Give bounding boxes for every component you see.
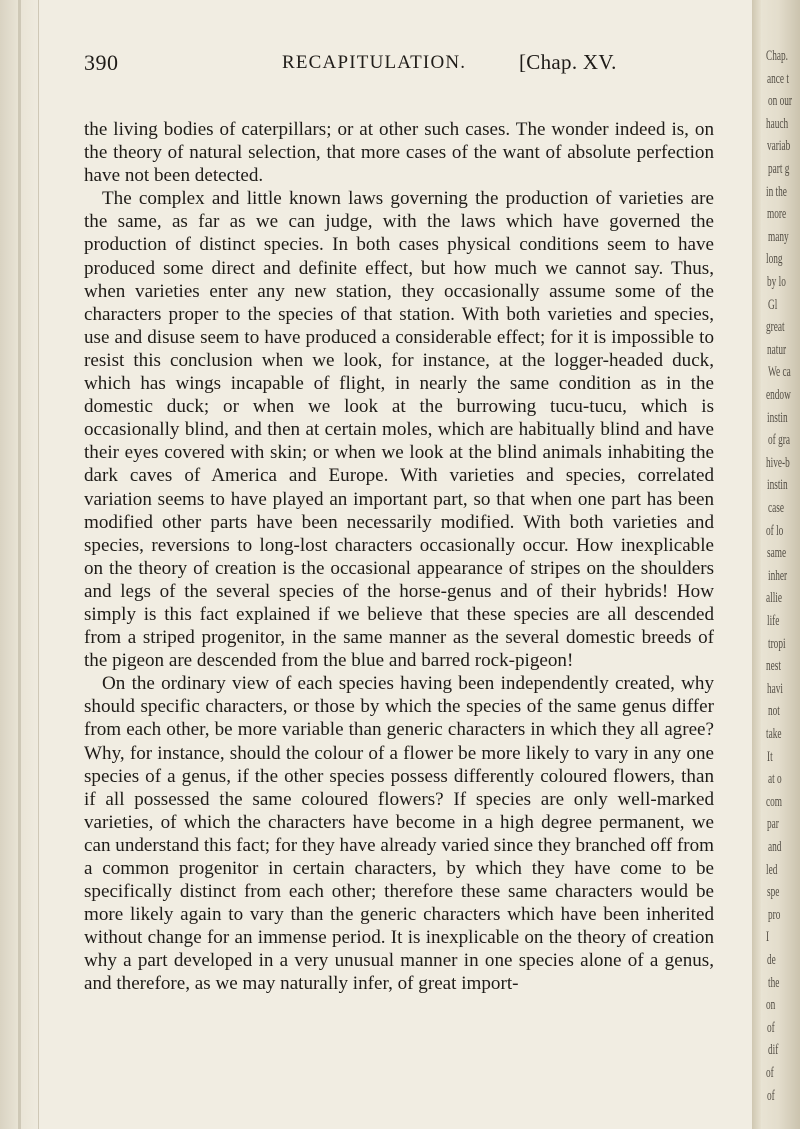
facing-page-fragment: of — [767, 1019, 775, 1036]
paragraph-3: On the ordinary view of each species having been independently created, why should specific characters, or those by which the species of the same genus differ from each other, be more variable than generic characters in which they all agree? Why, for instance, should the colour of a flower be more likely to vary in any one species of a genus, if the other species possess differently coloured flowers, than if all possessed the same coloured flowers? If species are only well-marked varieties, of which the characters have become in a high degree permanent, we can understand this fact; for they have already varied since they branched off from a common progenitor in certain characters, by which they have come to be specifically distinct from each other; therefore these same characters would be more likely again to vary than the generic characters which have been inherited without change for an immense period. It is inexplicable on the theory of creation why a part developed in a very unusual manner in one species alone of a genus, and therefore, as we may naturally infer, of great import- — [84, 673, 715, 995]
facing-page-fragment: ance t — [767, 70, 789, 87]
facing-page-fragment: long — [766, 251, 783, 268]
facing-page-fragment: instin — [767, 477, 788, 494]
facing-page-fragment: the — [768, 974, 780, 991]
facing-page-fragment: led — [766, 861, 778, 878]
facing-page-fragment: of — [766, 1065, 774, 1081]
facing-page-fragment: I — [766, 929, 770, 946]
facing-page-fragment: variab — [767, 138, 791, 155]
facing-page-fragment: We ca — [768, 364, 791, 381]
facing-page-fragment: part g — [768, 161, 790, 177]
facing-page-fragment: hauch — [766, 115, 789, 132]
facing-page-fragment: allie — [766, 590, 783, 607]
facing-page-fragment: de — [767, 952, 776, 968]
book-page — [74, 44, 730, 1104]
facing-page-fragment: of — [767, 1087, 775, 1104]
binding-seam — [18, 0, 21, 1129]
facing-page-fragment: on — [766, 997, 776, 1014]
facing-page-fragment: of lo — [766, 522, 784, 539]
facing-page-fragment: of gra — [768, 432, 790, 449]
facing-page-fragment: take — [766, 726, 782, 742]
facing-page-fragment: par — [767, 816, 779, 833]
left-binding-shadow — [0, 0, 39, 1129]
facing-page-fragment: It — [767, 748, 773, 765]
facing-page-fragment: more — [767, 206, 787, 223]
facing-page-fragment: tropi — [768, 635, 786, 652]
facing-page-gutter — [752, 0, 761, 1129]
facing-page-fragment: spe — [767, 884, 780, 901]
facing-page-fragment: and — [768, 839, 782, 855]
facing-page-fragment: Gl — [768, 296, 778, 313]
facing-page-fragment: great — [766, 319, 785, 336]
facing-page-fragment: case — [768, 500, 785, 516]
body-text — [84, 118, 714, 996]
facing-page-fragment: pro — [768, 906, 781, 923]
facing-page-fragment: many — [768, 228, 789, 245]
facing-page-fragment: natur — [767, 341, 787, 358]
facing-page-fragment: at o — [768, 771, 782, 788]
facing-page-fragment: in the — [766, 183, 787, 200]
facing-page-fragment: Chap. — [766, 48, 788, 64]
facing-page-fragment: same — [767, 545, 787, 562]
facing-page-fragment: instin — [767, 409, 788, 426]
facing-page-fragment: dif — [768, 1042, 779, 1059]
facing-page-fragment: by lo — [767, 274, 786, 290]
facing-page-edge — [752, 0, 800, 1129]
facing-page-fragment: not — [768, 703, 780, 720]
facing-page-fragment: hive-b — [766, 454, 790, 471]
paragraph-1: the living bodies of caterpillars; or at other such cases. The wonder indeed is, on the theory of natural selection, that more cases of the want of absolute perfection have not been detected. — [84, 119, 714, 187]
running-head: RECAPITULATION. — [282, 52, 467, 73]
facing-page-fragment: com — [766, 793, 783, 810]
facing-page-fragment: life — [767, 613, 780, 629]
facing-page-fragment: havi — [767, 680, 784, 697]
chapter-mark: [Chap. XV. — [519, 50, 617, 74]
facing-page-fragment: on our — [768, 93, 793, 110]
facing-page-fragment: endow — [766, 387, 791, 403]
facing-page-fragment: inher — [768, 567, 788, 584]
paragraph-2: The complex and little known laws governing the production of varieties are the same, as far as we can judge, with the laws which have governed the production of distinct species. In both cases physical conditions seem to have produced some direct and definite effect, but how much we cannot say. Thus, when varieties enter any new station, they occasionally assume some of the characters proper to the species of that station. With both varieties and species, use and disuse seem to have produced a considerable effect; for it is impossible to resist this conclusion when we look, for instance, at the logger-headed duck, which has wings incapable of flight, in nearly the same condition as in the domestic duck; or when we look at the burrowing tucu-tucu, which is occasionally blind, and then at certain moles, which are habitually blind and have their eyes covered with skin; or when we look at the blind animals inhabiting the dark caves of America and Europe. With varieties and species, correlated variation seems to have played an important part, so that when one part has been modified other parts have been necessarily modified. With both varieties and species, reversions to long-lost characters occasionally occur. How inexplicable on the theory of creation is the occasional appearance of stripes on the shoulders and legs of the several species of the horse-genus and of their hybrids! How simply is this fact explained if we believe that these species are all descended from a striped progenitor, in the same manner as the several domestic breeds of the pigeon are descended from the blue and barred rock-pigeon! — [84, 188, 714, 672]
facing-page-fragment: nest — [766, 658, 781, 675]
page-header — [74, 44, 730, 84]
page-number: 390 — [84, 50, 119, 75]
